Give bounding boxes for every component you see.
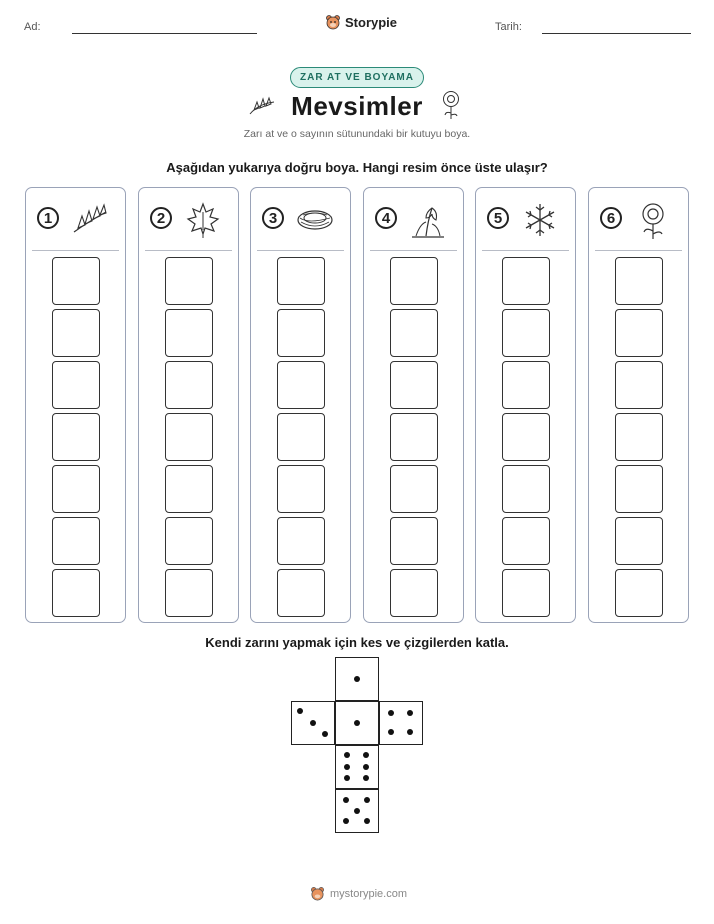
footer	[310, 886, 407, 901]
column-divider	[257, 250, 344, 251]
page-title: Mevsimler	[291, 91, 423, 121]
color-box[interactable]	[390, 309, 438, 357]
brand-name: Storypie	[345, 14, 398, 30]
color-box[interactable]	[165, 465, 213, 513]
color-box[interactable]	[390, 413, 438, 461]
season-column-6	[588, 187, 689, 623]
sunflower-icon	[633, 200, 673, 240]
snowflake-icon	[520, 200, 560, 240]
dice-pip	[363, 752, 369, 758]
color-box[interactable]	[277, 517, 325, 565]
subtitle: Zarı at ve o sayının sütunundaki bir kutuyu boya.	[243, 128, 471, 140]
season-column-3	[250, 187, 351, 623]
dice-pip	[364, 818, 370, 824]
date-line[interactable]	[542, 33, 691, 34]
column-number: 4	[375, 207, 397, 229]
snowdrop-icon	[408, 200, 448, 240]
instruction-question: Aşağıdan yukarıya doğru boya. Hangi resim önce üste ulaşır?	[166, 160, 548, 175]
column-header	[476, 188, 575, 250]
color-box[interactable]	[52, 569, 100, 617]
autumn-leaves-icon	[70, 200, 110, 240]
season-column-1	[25, 187, 126, 623]
dice-pip	[297, 708, 303, 714]
color-box[interactable]	[52, 413, 100, 461]
color-box[interactable]	[615, 361, 663, 409]
column-number: 3	[262, 207, 284, 229]
brand-logo	[325, 14, 397, 30]
color-box[interactable]	[277, 465, 325, 513]
color-box[interactable]	[390, 569, 438, 617]
color-box[interactable]	[615, 413, 663, 461]
dice-pip	[354, 720, 360, 726]
dice-face-5	[335, 789, 379, 833]
dice-pip	[343, 797, 349, 803]
color-box[interactable]	[502, 465, 550, 513]
dice-pip	[354, 808, 360, 814]
column-divider	[145, 250, 232, 251]
bear-logo-icon	[310, 886, 325, 901]
color-box[interactable]	[390, 257, 438, 305]
column-number: 5	[487, 207, 509, 229]
dice-pip	[310, 720, 316, 726]
dice-pip	[343, 818, 349, 824]
dice-pip	[322, 731, 328, 737]
color-box[interactable]	[277, 309, 325, 357]
color-box[interactable]	[52, 361, 100, 409]
dice-pip	[363, 775, 369, 781]
date-label: Tarih:	[495, 21, 522, 33]
maple-leaf-icon	[183, 200, 223, 240]
season-column-5	[475, 187, 576, 623]
dice-pip	[354, 676, 360, 682]
color-box[interactable]	[52, 517, 100, 565]
color-box[interactable]	[277, 361, 325, 409]
dice-pip	[364, 797, 370, 803]
column-number: 6	[600, 207, 622, 229]
dice-face-1	[335, 701, 379, 745]
color-box[interactable]	[165, 569, 213, 617]
dice-face-3	[291, 701, 335, 745]
dice-instruction: Kendi zarını yapmak için kes ve çizgilerden katla.	[205, 635, 509, 650]
color-box[interactable]	[502, 569, 550, 617]
color-box[interactable]	[165, 309, 213, 357]
dice-face-1	[335, 657, 379, 701]
color-box[interactable]	[390, 465, 438, 513]
dice-pip	[344, 775, 350, 781]
color-box[interactable]	[502, 257, 550, 305]
column-divider	[370, 250, 457, 251]
color-box[interactable]	[165, 517, 213, 565]
color-box[interactable]	[502, 309, 550, 357]
color-box[interactable]	[165, 257, 213, 305]
color-box[interactable]	[615, 257, 663, 305]
dice-face-4	[379, 701, 423, 745]
column-header	[251, 188, 350, 250]
color-box[interactable]	[502, 517, 550, 565]
column-header	[589, 188, 688, 250]
dice-pip	[344, 752, 350, 758]
column-divider	[595, 250, 682, 251]
name-line[interactable]	[72, 33, 257, 34]
column-divider	[482, 250, 569, 251]
activity-badge: ZAR AT VE BOYAMA	[290, 67, 424, 88]
dice-pip	[388, 729, 394, 735]
footer-url[interactable]: mystorypie.com	[330, 887, 408, 900]
color-box[interactable]	[277, 569, 325, 617]
color-box[interactable]	[165, 361, 213, 409]
season-column-2	[138, 187, 239, 623]
sunflower-icon	[440, 90, 462, 120]
color-box[interactable]	[502, 361, 550, 409]
color-box[interactable]	[52, 257, 100, 305]
column-divider	[32, 250, 119, 251]
dice-pip	[407, 729, 413, 735]
color-box[interactable]	[615, 465, 663, 513]
dice-face-6	[335, 745, 379, 789]
column-header	[26, 188, 125, 250]
dice-pip	[407, 710, 413, 716]
dice-pip	[363, 764, 369, 770]
color-box[interactable]	[615, 517, 663, 565]
column-number: 1	[37, 207, 59, 229]
color-box[interactable]	[277, 413, 325, 461]
color-box[interactable]	[52, 309, 100, 357]
color-box[interactable]	[165, 413, 213, 461]
color-box[interactable]	[502, 413, 550, 461]
color-box[interactable]	[615, 569, 663, 617]
column-header	[364, 188, 463, 250]
bird-nest-icon	[295, 200, 335, 240]
season-column-4	[363, 187, 464, 623]
column-number: 2	[150, 207, 172, 229]
color-box[interactable]	[390, 517, 438, 565]
color-box[interactable]	[390, 361, 438, 409]
name-label: Ad:	[24, 21, 41, 33]
column-header	[139, 188, 238, 250]
color-box[interactable]	[615, 309, 663, 357]
bear-logo-icon	[325, 14, 341, 30]
color-box[interactable]	[277, 257, 325, 305]
dice-pip	[344, 764, 350, 770]
color-box[interactable]	[52, 465, 100, 513]
dice-pip	[388, 710, 394, 716]
